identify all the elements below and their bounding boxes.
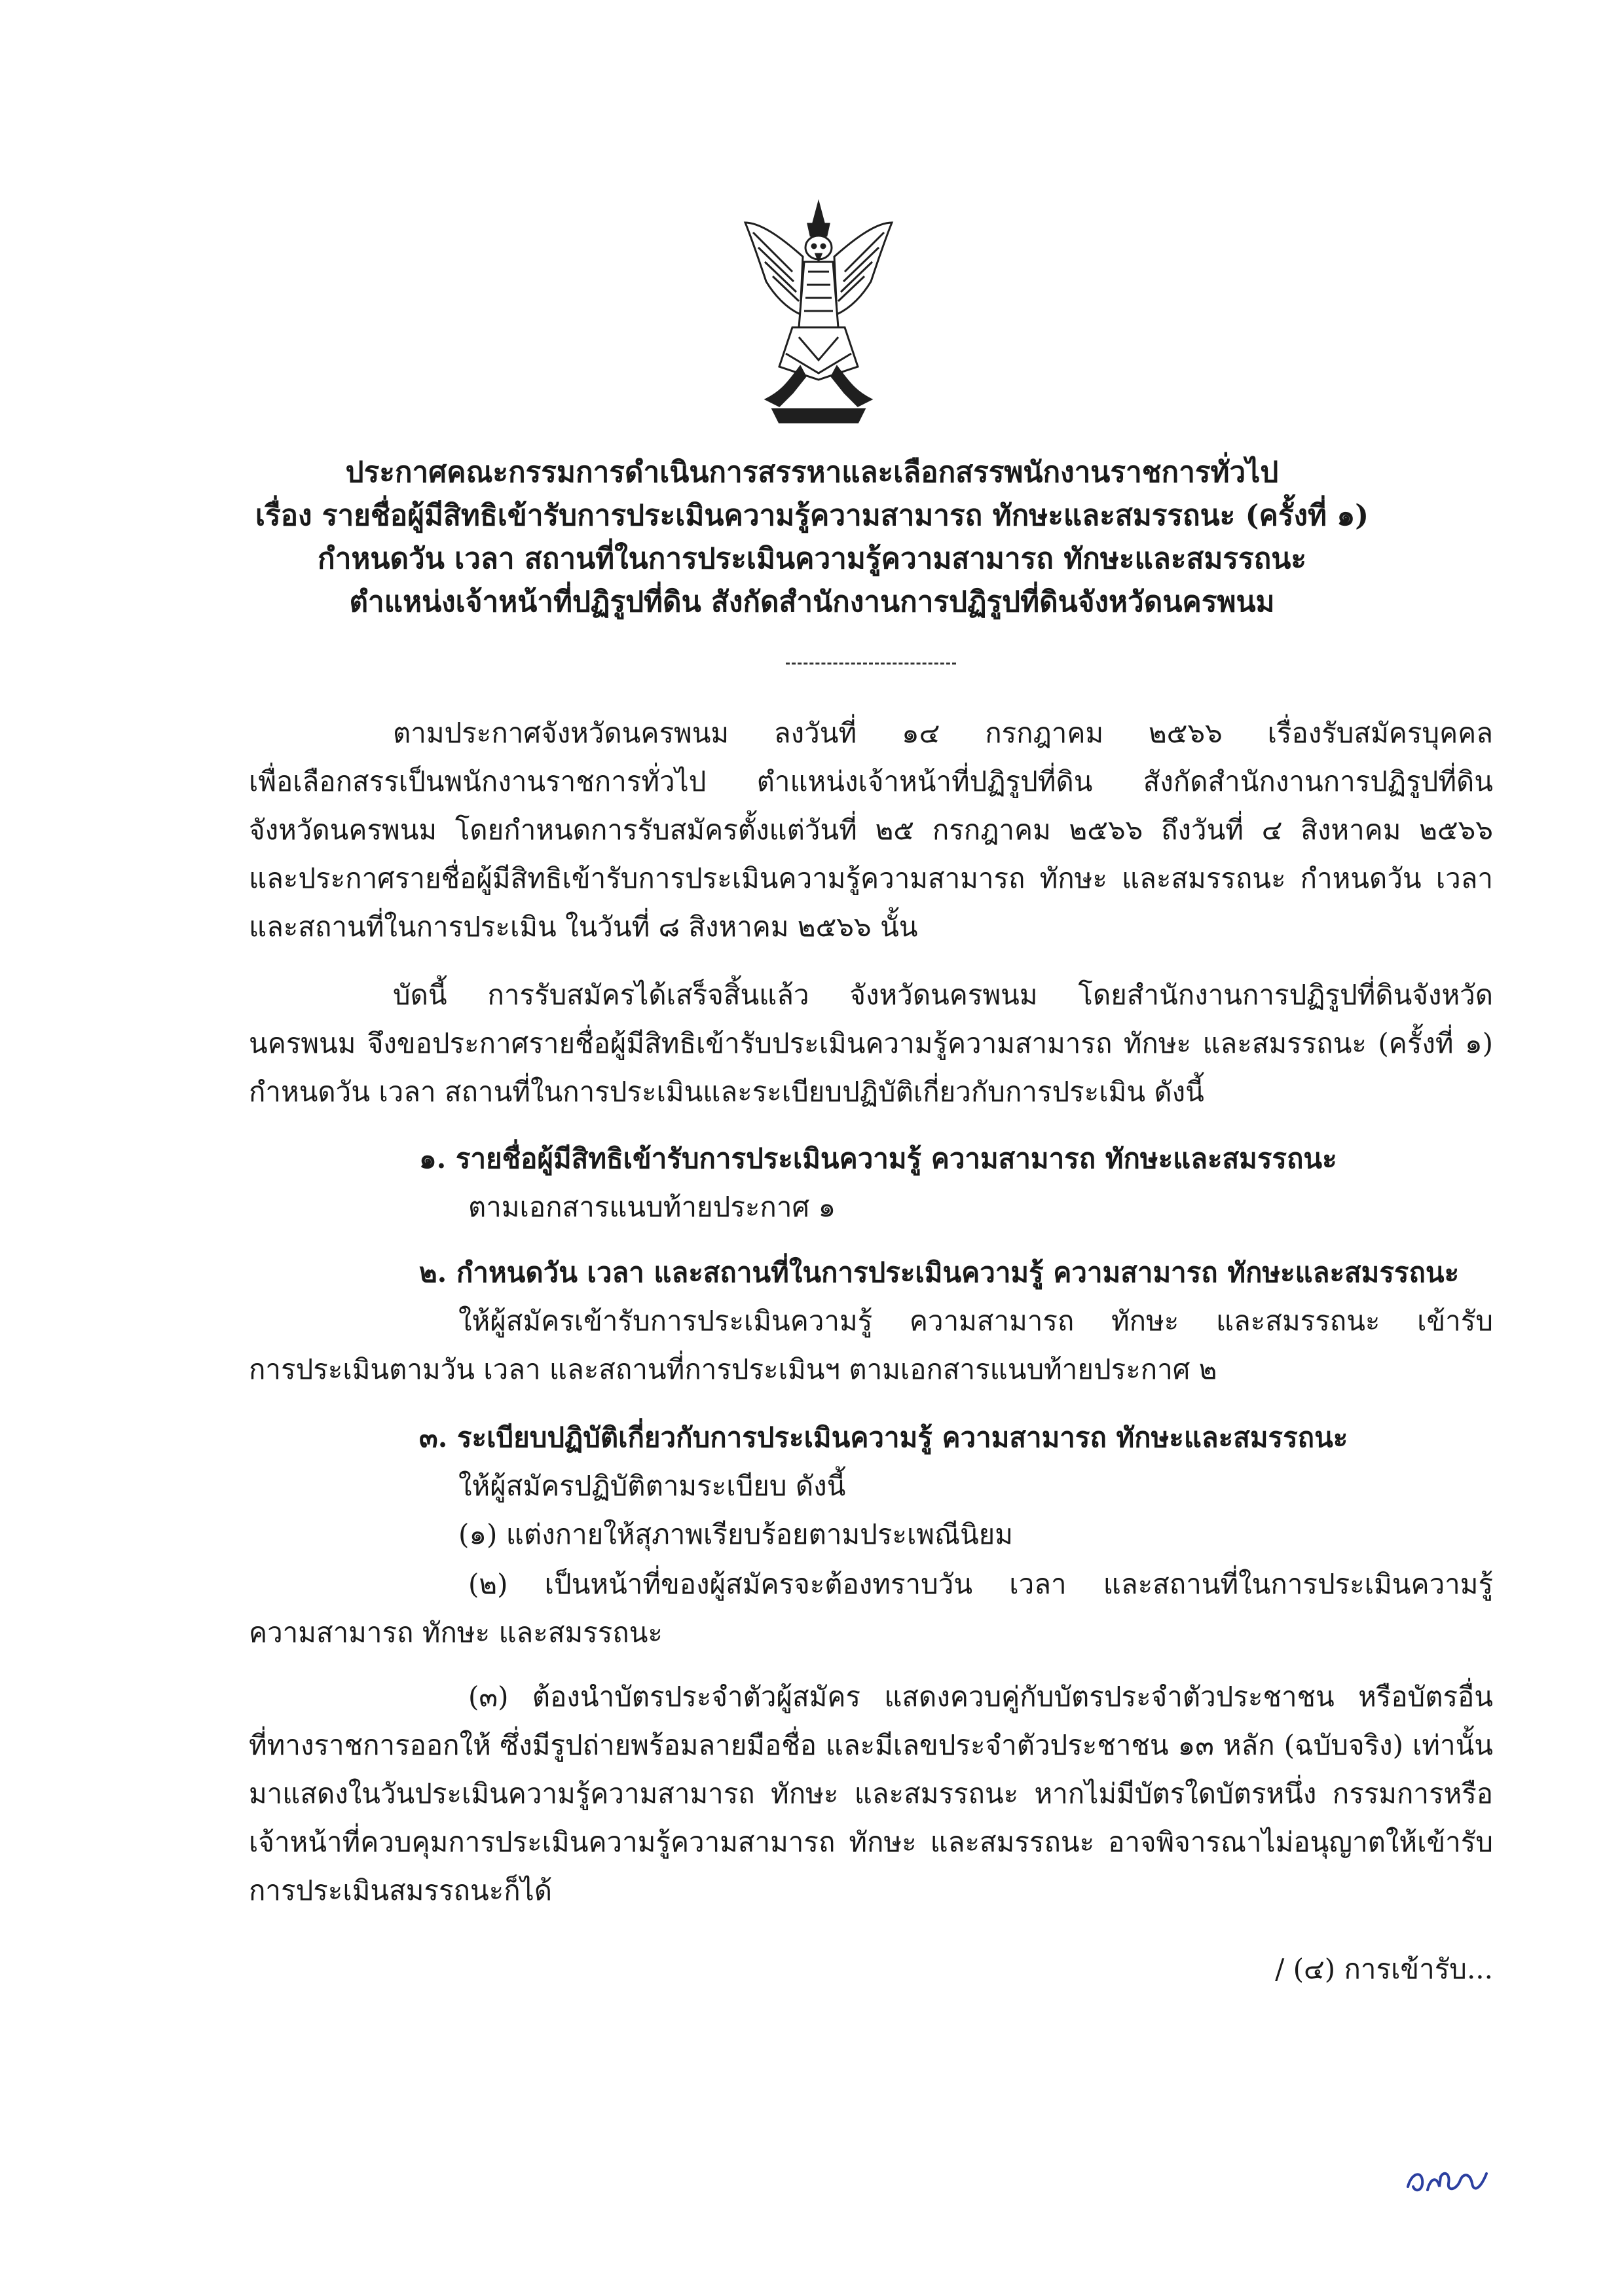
section1-body: ตามเอกสารแนบท้ายประกาศ ๑ [468, 1191, 836, 1223]
section3-item-3-line-5: การประเมินสมรรถนะก็ได้ [249, 1874, 553, 1906]
section3-item-3-line-1: (๓) ต้องนำบัตรประจำตัวผู้สมัคร แสดงควบคู่กับบัตรประจำตัวประชาชน หรือบัตรอื่น [468, 1681, 1493, 1713]
section3-item-1: (๑) แต่งกายให้สุภาพเรียบร้อยตามประเพณีนิยม [458, 1518, 1013, 1550]
continuation-note: / (๔) การเข้ารับ... [1275, 1953, 1493, 1985]
section3-item-2-line-2: ความสามารถ ทักษะ และสมรรถนะ [249, 1616, 663, 1649]
section2-body-line-2: การประเมินตามวัน เวลา และสถานที่การประเมินฯ ตามเอกสารแนบท้ายประกาศ ๒ [249, 1353, 1217, 1385]
garuda-emblem-icon [740, 196, 897, 432]
section2-body-line-1: ให้ผู้สมัครเข้ารับการประเมินความรู้ ความสามารถ ทักษะ และสมรรถนะ เข้ารับ [458, 1305, 1493, 1337]
heading-line-1: ประกาศคณะกรรมการดำเนินการสรรหาและเลือกสรรพนักงานราชการทั่วไป [345, 456, 1279, 489]
handwritten-initials-icon [1401, 2160, 1493, 2200]
para1-line-1: ตามประกาศจังหวัดนครพนม ลงวันที่ ๑๔ กรกฎาคม ๒๕๖๖ เรื่องรับสมัครบุคคล [393, 717, 1493, 749]
section1-title: ๑. รายชื่อผู้มีสิทธิเข้ารับการประเมินความรู้ ความสามารถ ทักษะและสมรรถนะ [419, 1142, 1337, 1175]
para1-line-3: จังหวัดนครพนม โดยกำหนดการรับสมัครตั้งแต่วันที่ ๒๕ กรกฎาคม ๒๕๖๖ ถึงวันที่ ๔ สิงหาคม ๒๕๖๖ [249, 814, 1493, 846]
para2-line-2: นครพนม จึงขอประกาศรายชื่อผู้มีสิทธิเข้ารับประเมินความรู้ความสามารถ ทักษะ และสมรรถนะ (ครั้งที่ ๑) [249, 1027, 1493, 1059]
section3-item-3-line-2: ที่ทางราชการออกให้ ซึ่งมีรูปถ่ายพร้อมลายมือชื่อ และมีเลขประจำตัวประชาชน ๑๓ หลัก (ฉบับจริง) เท่านั้น [249, 1729, 1493, 1761]
para2-line-1: บัดนี้ การรับสมัครได้เสร็จสิ้นแล้ว จังหวัดนครพนม โดยสำนักงานการปฏิรูปที่ดินจังหวัด [393, 979, 1493, 1011]
heading-line-3: กำหนดวัน เวลา สถานที่ในการประเมินความรู้ความสามารถ ทักษะและสมรรถนะ [318, 542, 1306, 575]
para2-line-3: กำหนดวัน เวลา สถานที่ในการประเมินและระเบียบปฏิบัติเกี่ยวกับการประเมิน ดังนี้ [249, 1076, 1204, 1108]
para1-line-5: และสถานที่ในการประเมิน ในวันที่ ๘ สิงหาคม ๒๕๖๖ นั้น [249, 911, 918, 943]
section3-item-3-line-3: มาแสดงในวันประเมินความรู้ความสามารถ ทักษะ และสมรรถนะ หากไม่มีบัตรใดบัตรหนึ่ง กรรมการหรือ [249, 1777, 1493, 1810]
section3-item-3-line-4: เจ้าหน้าที่ควบคุมการประเมินความรู้ความสามารถ ทักษะ และสมรรถนะ อาจพิจารณาไม่อนุญาตให้เข้ารับ [249, 1826, 1493, 1858]
heading-line-4: ตำแหน่งเจ้าหน้าที่ปฏิรูปที่ดิน สังกัดสำนักงานการปฏิรูปที่ดินจังหวัดนครพนม [349, 585, 1275, 619]
heading-line-2: เรื่อง รายชื่อผู้มีสิทธิเข้ารับการประเมินความรู้ความสามารถ ทักษะและสมรรถนะ (ครั้งที่ ๑) [255, 499, 1369, 532]
section3-intro: ให้ผู้สมัครปฏิบัติตามระเบียบ ดังนี้ [458, 1470, 846, 1502]
heading-divider [786, 663, 956, 665]
section3-title: ๓. ระเบียบปฏิบัติเกี่ยวกับการประเมินความรู้ ความสามารถ ทักษะและสมรรถนะ [419, 1421, 1348, 1453]
para1-line-4: และประกาศรายชื่อผู้มีสิทธิเข้ารับการประเมินความรู้ความสามารถ ทักษะ และสมรรถนะ กำหนดวัน เวลา [249, 862, 1493, 894]
para1-line-2: เพื่อเลือกสรรเป็นพนักงานราชการทั่วไป ตำแหน่งเจ้าหน้าที่ปฏิรูปที่ดิน สังกัดสำนักงานการปฏิรูปที่ดิน [249, 765, 1493, 797]
section3-item-2-line-1: (๒) เป็นหน้าที่ของผู้สมัครจะต้องทราบวัน เวลา และสถานที่ในการประเมินความรู้ [468, 1568, 1493, 1600]
section2-title: ๒. กำหนดวัน เวลา และสถานที่ในการประเมินความรู้ ความสามารถ ทักษะและสมรรถนะ [419, 1256, 1460, 1288]
